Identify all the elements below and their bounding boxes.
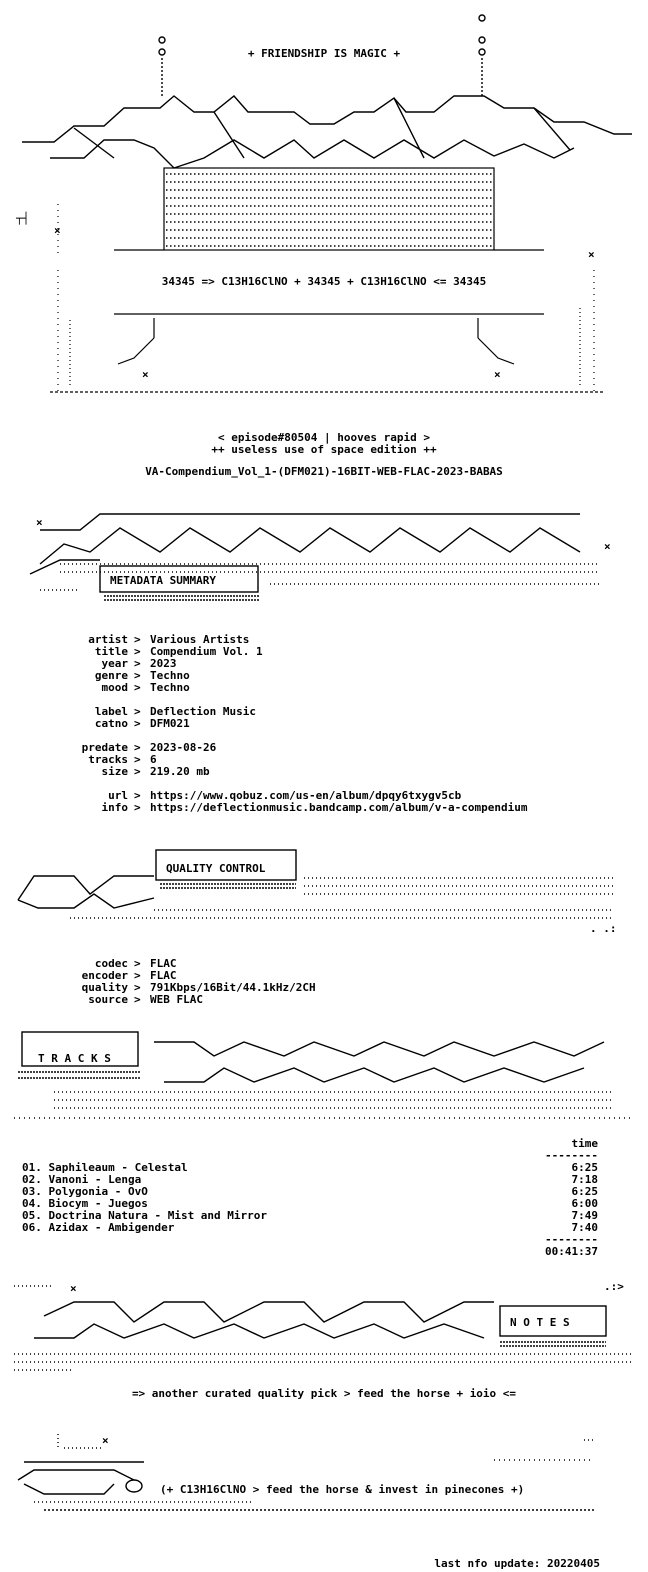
field-value: DFM021	[150, 717, 190, 730]
svg-text:×: ×	[54, 224, 61, 237]
tracks-banner-art	[14, 1012, 634, 1128]
quality-row-quality: quality > 791Kbps/16Bit/44.1kHz/2CH	[81, 981, 316, 994]
field-value: 6	[150, 753, 157, 766]
tracks-heading: T R A C K S	[38, 1052, 111, 1065]
track-row	[22, 1222, 600, 1234]
metadata-row-url: url > https://www.qobuz.com/us-en/album/dpqy6txygv5cb	[108, 789, 462, 802]
tracks-banner-drawing	[14, 1012, 634, 1128]
quality-banner-art	[14, 842, 624, 938]
formula-text: 34345 => C13H16ClNO + 34345 + C13H16ClNO <= 34345	[161, 275, 487, 288]
field-value: 219.20 mb	[150, 765, 210, 778]
track-title: 02. Vanoni - Lenga	[22, 1173, 142, 1186]
quality-fields	[0, 958, 648, 1006]
episode-line: < episode#80504 | hooves rapid >	[218, 431, 430, 444]
track-time: 7:40	[571, 1221, 598, 1234]
field-value: 2023-08-26	[150, 741, 217, 754]
field-value: FLAC	[150, 969, 177, 982]
svg-text:. .:: . .:	[590, 922, 617, 935]
field-value: Compendium Vol. 1	[150, 645, 263, 658]
track-title: 06. Azidax - Ambigender	[22, 1221, 175, 1234]
footer-art-drawing	[14, 1428, 634, 1520]
field-value: Various Artists	[150, 633, 250, 646]
field-value: https://deflectionmusic.bandcamp.com/album/v-a-compendium	[150, 801, 528, 814]
tracklist-divider-bottom: --------	[545, 1233, 598, 1246]
field-value: WEB FLAC	[150, 993, 203, 1006]
release-name: VA-Compendium_Vol_1-(DFM021)-16BIT-WEB-FLAC-2023-BABAS	[145, 465, 503, 478]
field-value: Techno	[150, 681, 190, 694]
field-key: year	[101, 657, 128, 670]
svg-text:┬┤: ┬┤	[16, 212, 30, 225]
metadata-row-tracks: tracks > 6	[88, 753, 157, 766]
notes-heading: N O T E S	[510, 1316, 570, 1329]
metadata-banner-drawing	[20, 504, 620, 612]
track-time: 7:18	[571, 1173, 598, 1186]
field-key: artist	[88, 633, 128, 646]
metadata-row-predate: predate > 2023-08-26	[81, 741, 217, 754]
metadata-row-artist: artist > Various Artists	[88, 633, 250, 646]
svg-text:×: ×	[588, 248, 595, 261]
field-key: url	[108, 789, 128, 802]
metadata-row-catno: catno > DFM021	[94, 717, 190, 730]
field-key: size	[101, 765, 128, 778]
svg-text:×: ×	[494, 368, 501, 381]
field-key: catno	[94, 717, 128, 730]
svg-text:.:>: .:>	[604, 1280, 624, 1293]
edition-line: ++ useless use of space edition ++	[211, 443, 437, 456]
quality-banner-drawing	[14, 842, 624, 938]
metadata-banner-art	[20, 504, 620, 612]
last-update: last nfo update: 20220405	[434, 1557, 600, 1570]
tracklist-divider-top: --------	[545, 1149, 598, 1162]
field-key: tracks	[88, 753, 128, 766]
svg-text:×: ×	[36, 516, 43, 529]
field-key: source	[88, 993, 128, 1006]
field-key: title	[94, 645, 128, 658]
field-value: Techno	[150, 669, 190, 682]
svg-text:×: ×	[102, 1434, 109, 1447]
quality-heading: QUALITY CONTROL	[166, 862, 266, 875]
field-value: https://www.qobuz.com/us-en/album/dpqy6txygv5cb	[150, 789, 462, 802]
svg-text:×: ×	[70, 1282, 77, 1295]
field-value: 791Kbps/16Bit/44.1kHz/2CH	[150, 981, 316, 994]
metadata-row-info: info > https://deflectionmusic.bandcamp.com/album/v-a-compendium	[101, 801, 528, 814]
footer-ascii-art	[14, 1428, 634, 1520]
time-column-header: time	[571, 1137, 598, 1150]
field-key: genre	[94, 669, 128, 682]
footer-tagline: (+ C13H16ClNO > feed the horse & invest in pinecones +)	[160, 1483, 525, 1496]
total-time: 00:41:37	[545, 1245, 598, 1258]
svg-text:×: ×	[604, 540, 611, 553]
field-value: FLAC	[150, 957, 177, 970]
track-time: 6:25	[571, 1161, 598, 1174]
metadata-row-year: year > 2023	[101, 657, 177, 670]
metadata-heading: METADATA SUMMARY	[110, 574, 216, 587]
quality-row-source: source > WEB FLAC	[88, 993, 203, 1006]
field-key: predate	[81, 741, 128, 754]
track-title: 03. Polygonia - OvO	[22, 1185, 148, 1198]
track-time: 6:00	[571, 1197, 598, 1210]
track-title: 01. Saphileaum - Celestal	[22, 1161, 188, 1174]
top-ascii-logo	[14, 8, 634, 398]
field-key: quality	[81, 981, 128, 994]
notes-text: => another curated quality pick > feed the horse + ioio <=	[131, 1387, 517, 1400]
tracklist-header	[22, 1138, 600, 1150]
metadata-row-size: size > 219.20 mb	[101, 765, 210, 778]
track-title: 05. Doctrina Natura - Mist and Mirror	[22, 1209, 268, 1222]
track-title: 04. Biocym - Juegos	[22, 1197, 148, 1210]
metadata-fields	[0, 634, 648, 814]
field-key: encoder	[81, 969, 128, 982]
tracklist-total	[22, 1246, 600, 1258]
quality-row-encoder: encoder > FLAC	[81, 969, 177, 982]
metadata-row-label: label > Deflection Music	[94, 705, 256, 718]
quality-row-codec: codec > FLAC	[94, 957, 177, 970]
track-time: 7:49	[571, 1209, 598, 1222]
field-key: mood	[101, 681, 128, 694]
field-key: label	[94, 705, 128, 718]
svg-text:×: ×	[142, 368, 149, 381]
field-value: 2023	[150, 657, 177, 670]
track-time: 6:25	[571, 1185, 598, 1198]
metadata-row-mood: mood > Techno	[101, 681, 190, 694]
slogan-text: + FRIENDSHIP IS MAGIC +	[247, 47, 401, 60]
field-key: info	[101, 801, 128, 814]
field-key: codec	[94, 957, 128, 970]
metadata-row-title: title > Compendium Vol. 1	[94, 645, 263, 658]
top-logo-drawing	[14, 8, 634, 398]
field-value: Deflection Music	[150, 705, 256, 718]
metadata-row-genre: genre > Techno	[94, 669, 190, 682]
